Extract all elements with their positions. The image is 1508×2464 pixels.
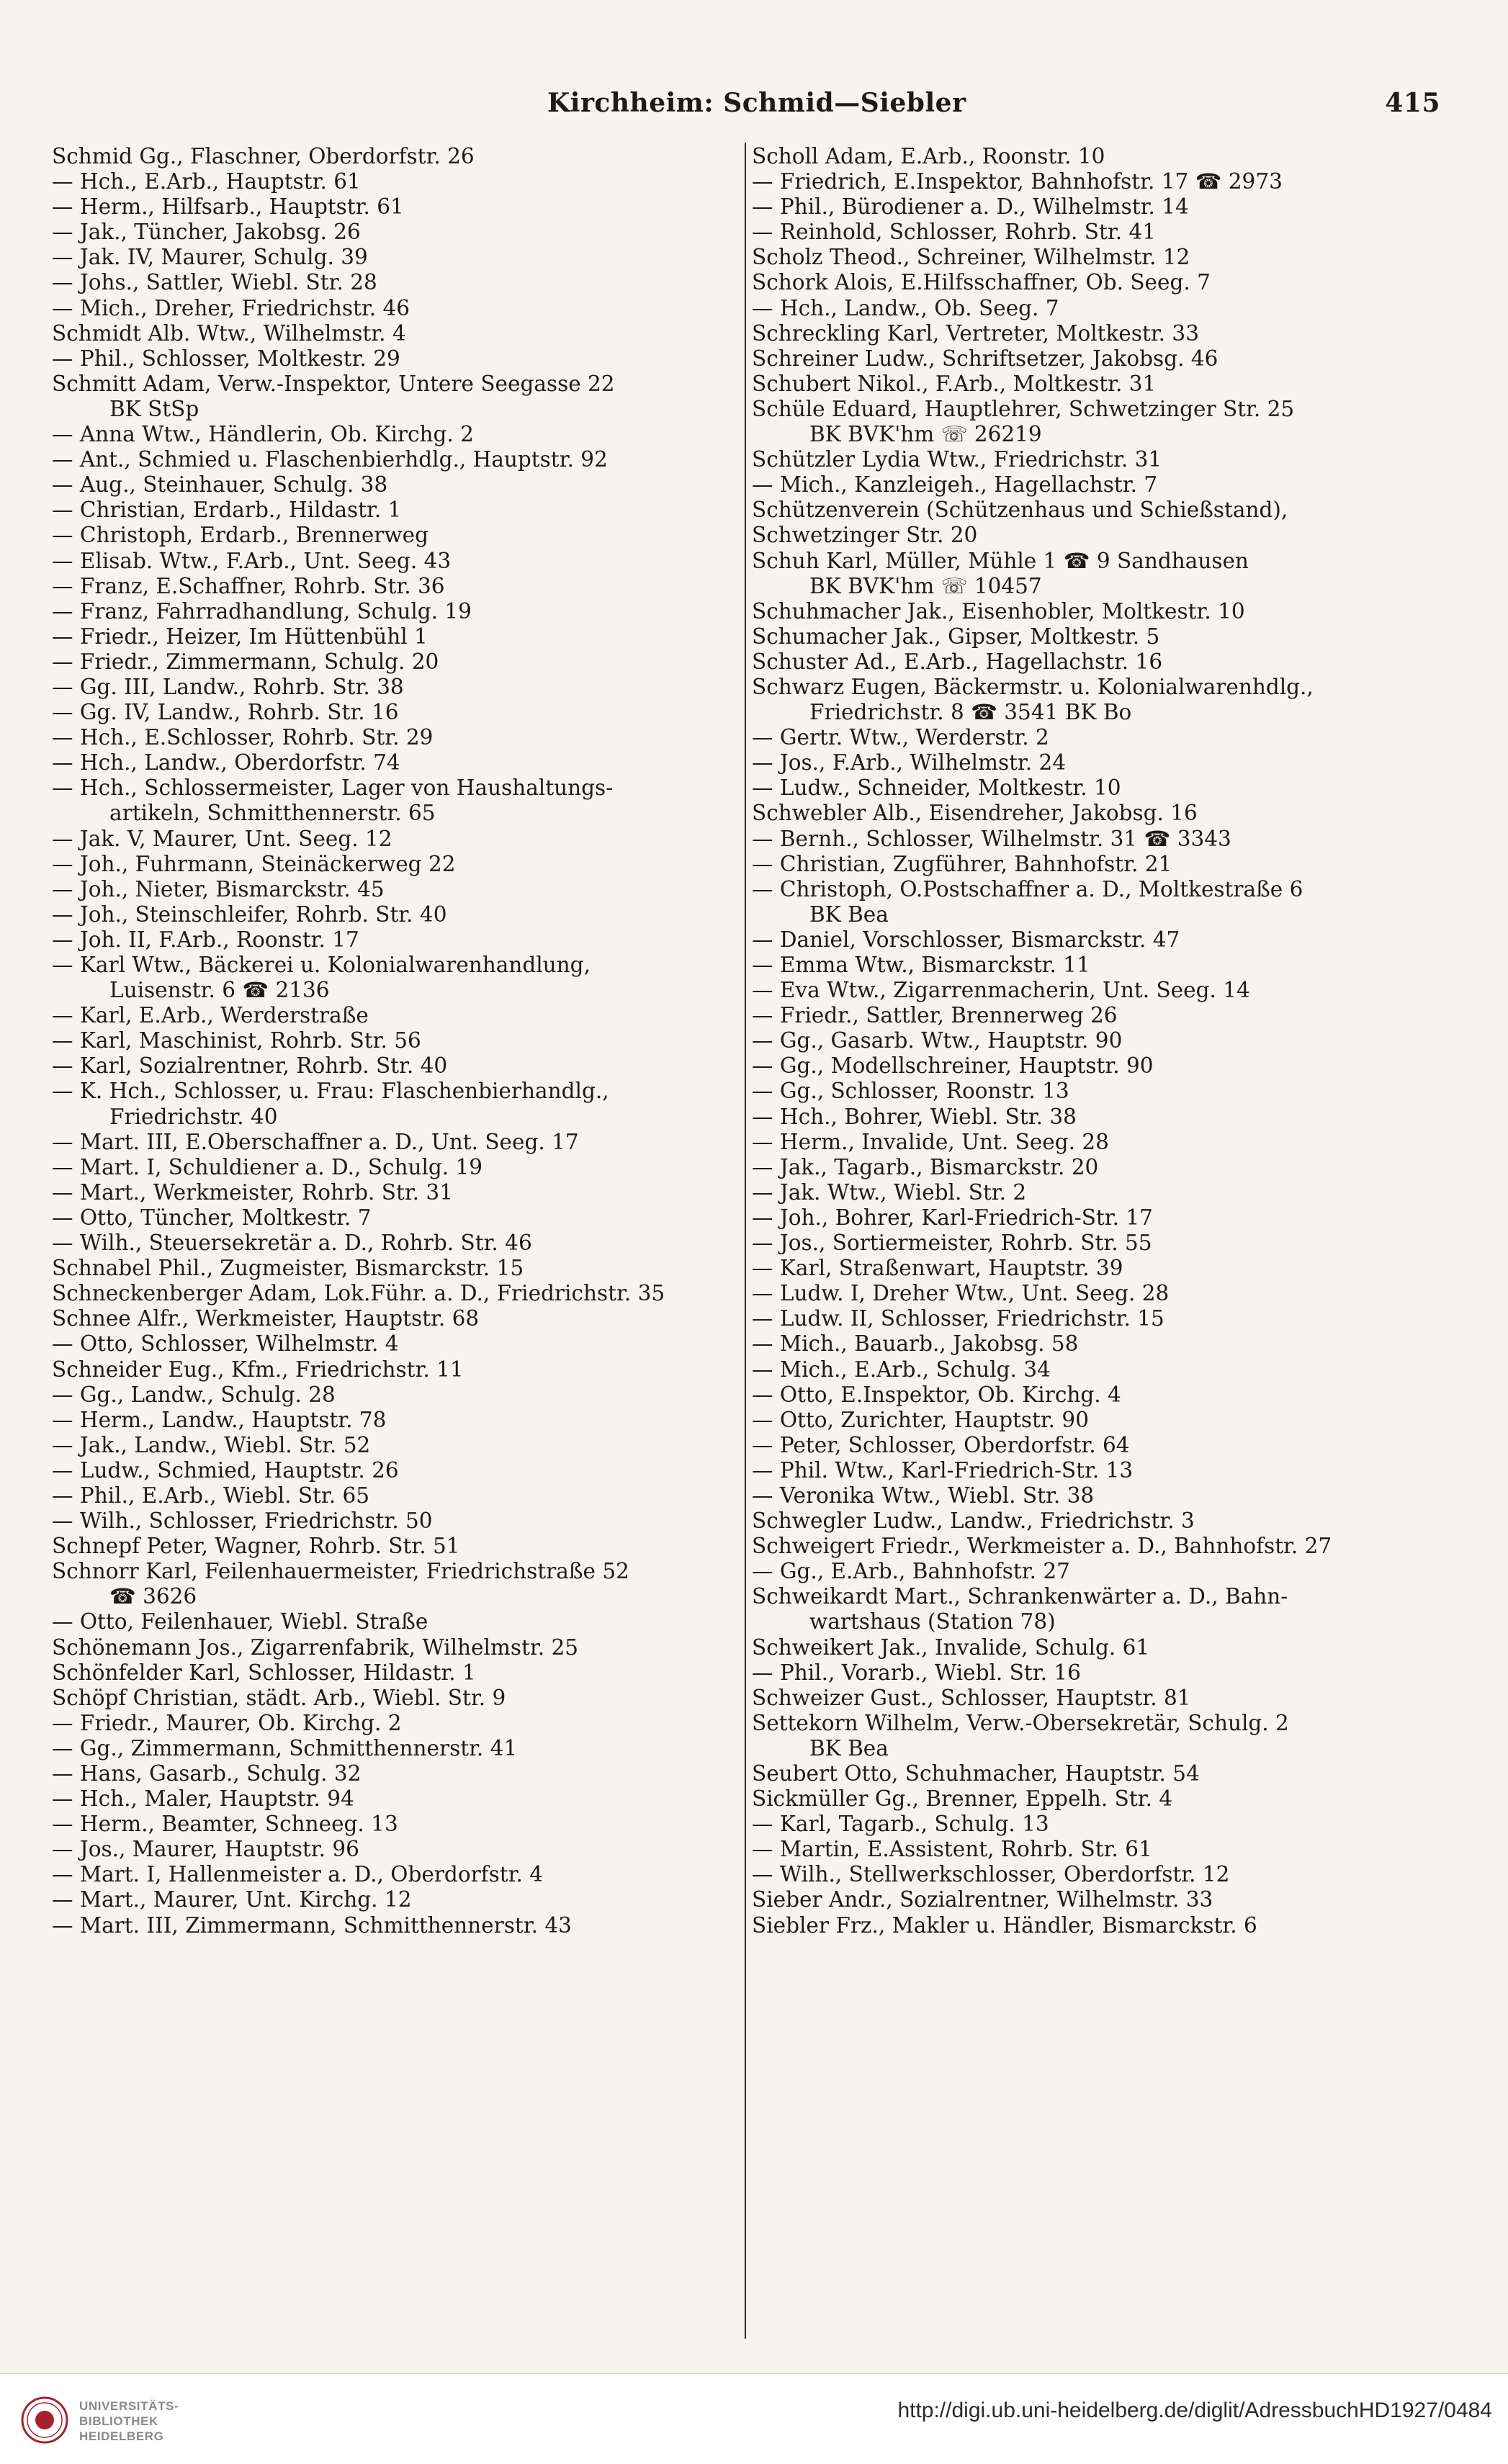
directory-entry: — Phil., Bürodiener a. D., Wilhelmstr. 14	[752, 194, 1189, 220]
directory-entry: — Phil., E.Arb., Wiebl. Str. 65	[52, 1483, 370, 1508]
directory-entry: — Gg., Schlosser, Roonstr. 13	[752, 1079, 1069, 1104]
directory-entry: — Aug., Steinhauer, Schulg. 38	[52, 472, 388, 498]
library-logo-text: UNIVERSITÄTS- BIBLIOTHEK HEIDELBERG	[79, 2399, 179, 2443]
directory-entry: — Karl Wtw., Bäckerei u. Kolonialwarenhandlung,	[52, 953, 591, 977]
running-title: Kirchheim: Schmid—Siebler	[547, 88, 966, 118]
directory-entry: — Mart. I, Schuldiener a. D., Schulg. 19	[52, 1154, 483, 1179]
directory-entry: — Mich., Dreher, Friedrichstr. 46	[52, 295, 410, 320]
directory-entry: — Jak., Tagarb., Bismarckstr. 20	[752, 1154, 1099, 1179]
directory-entry: — Gg. III, Landw., Rohrb. Str. 38	[52, 674, 404, 699]
directory-entry: Sieber Andr., Sozialrentner, Wilhelmstr. 33	[752, 1887, 1213, 1912]
directory-entry: Schmidt Alb. Wtw., Wilhelmstr. 4	[52, 320, 406, 346]
directory-entry: — Daniel, Vorschlosser, Bismarckstr. 47	[752, 927, 1180, 952]
directory-entry: — Ludw., Schneider, Moltkestr. 10	[752, 775, 1121, 801]
library-logo[interactable]	[20, 2388, 236, 2452]
directory-entry: — Emma Wtw., Bismarckstr. 11	[752, 953, 1090, 977]
directory-entry: Schork Alois, E.Hilfsschaffner, Ob. Seeg. 7	[752, 270, 1211, 295]
directory-entry: — Phil., Vorarb., Wiebl. Str. 16	[752, 1660, 1081, 1685]
directory-entry: — Hch., Schlossermeister, Lager von Haushaltungs-	[52, 775, 614, 801]
directory-entry: Schmitt Adam, Verw.-Inspektor, Untere Seegasse 22	[52, 371, 615, 396]
directory-entry: Schwetzinger Str. 20	[752, 523, 978, 548]
directory-entry: Schneider Eug., Kfm., Friedrichstr. 11	[52, 1357, 464, 1382]
directory-entry: Scholz Theod., Schreiner, Wilhelmstr. 12	[752, 245, 1190, 270]
directory-entry: — Johs., Sattler, Wiebl. Str. 28	[52, 270, 377, 295]
directory-entry: Schwegler Ludw., Landw., Friedrichstr. 3	[752, 1508, 1195, 1534]
directory-entry: Schweikert Jak., Invalide, Schulg. 61	[752, 1635, 1150, 1660]
directory-entry: Schöpf Christian, städt. Arb., Wiebl. Str. 9	[52, 1685, 506, 1710]
directory-entry: — Friedr., Heizer, Im Hüttenbühl 1	[52, 624, 428, 649]
directory-entry: — Jak., Tüncher, Jakobsg. 26	[52, 220, 361, 245]
directory-entry: — Hch., E.Schlosser, Rohrb. Str. 29	[52, 725, 434, 750]
directory-entry: Schnorr Karl, Feilenhauermeister, Friedrichstraße 52	[52, 1559, 629, 1584]
directory-entry: BK StSp	[109, 396, 199, 421]
directory-entry: BK BVK'hm ☏ 10457	[809, 573, 1042, 598]
directory-entry: — Gg., Landw., Schulg. 28	[52, 1382, 336, 1407]
directory-entry: Schuh Karl, Müller, Mühle 1 ☎ 9 Sandhausen	[752, 548, 1249, 573]
directory-entry: Settekorn Wilhelm, Verw.-Obersekretär, Schulg. 2	[752, 1710, 1289, 1735]
directory-entry: — Ant., Schmied u. Flaschenbierhdlg., Hauptstr. 92	[52, 447, 608, 472]
directory-entry: BK Bea	[809, 1735, 889, 1761]
directory-entry: — Phil. Wtw., Karl-Friedrich-Str. 13	[752, 1457, 1134, 1483]
directory-entry: — Friedr., Zimmermann, Schulg. 20	[52, 649, 439, 674]
directory-entry: — Jos., F.Arb., Wilhelmstr. 24	[752, 750, 1067, 775]
directory-entry: — Anna Wtw., Händlerin, Ob. Kirchg. 2	[52, 422, 474, 447]
directory-entry: — K. Hch., Schlosser, u. Frau: Flaschenbierhandlg.,	[52, 1079, 609, 1104]
directory-entry: artikeln, Schmitthennerstr. 65	[109, 801, 436, 826]
directory-entry: Schweigert Friedr., Werkmeister a. D., Bahnhofstr. 27	[752, 1534, 1332, 1559]
directory-entry: — Gg. IV, Landw., Rohrb. Str. 16	[52, 700, 399, 725]
directory-entry: Schweikardt Mart., Schrankenwärter a. D., Bahn-	[752, 1584, 1288, 1609]
directory-entry: — Mich., Kanzleigeh., Hagellachstr. 7	[752, 472, 1158, 498]
directory-entry: Sickmüller Gg., Brenner, Eppelh. Str. 4	[752, 1786, 1173, 1812]
directory-entry: Seubert Otto, Schuhmacher, Hauptstr. 54	[752, 1761, 1200, 1786]
directory-entry: — Ludw. I, Dreher Wtw., Unt. Seeg. 28	[752, 1281, 1170, 1306]
directory-entry: Schönfelder Karl, Schlosser, Hildastr. 1	[52, 1660, 476, 1685]
column-divider	[745, 143, 746, 2339]
directory-entry: — Gg., Modellschreiner, Hauptstr. 90	[752, 1053, 1154, 1079]
directory-entry: — Wilh., Schlosser, Friedrichstr. 50	[52, 1508, 433, 1534]
directory-entry: — Phil., Schlosser, Moltkestr. 29	[52, 346, 400, 371]
directory-entry: — Christian, Zugführer, Bahnhofstr. 21	[752, 851, 1172, 876]
directory-entry: Friedrichstr. 40	[109, 1104, 278, 1129]
directory-entry: Schüle Eduard, Hauptlehrer, Schwetzinger Str. 25	[752, 396, 1295, 421]
directory-entry: — Karl, E.Arb., Werderstraße	[52, 1003, 369, 1028]
directory-entry: Schnepf Peter, Wagner, Rohrb. Str. 51	[52, 1534, 460, 1559]
directory-entry: Schubert Nikol., F.Arb., Moltkestr. 31	[752, 371, 1157, 396]
directory-entry: Schützenverein (Schützenhaus und Schießstand),	[752, 498, 1288, 523]
directory-entry: Schnee Alfr., Werkmeister, Hauptstr. 68	[52, 1306, 480, 1331]
directory-entry: BK Bea	[809, 901, 889, 927]
directory-entry: — Christoph, Erdarb., Brennerweg	[52, 523, 428, 548]
directory-entry: — Ludw., Schmied, Hauptstr. 26	[52, 1457, 399, 1483]
directory-entry: ☎ 3626	[109, 1584, 197, 1609]
directory-entry: — Wilh., Stellwerkschlosser, Oberdorfstr. 12	[752, 1862, 1230, 1887]
directory-entry: — Hch., Maler, Hauptstr. 94	[52, 1786, 354, 1812]
directory-entry: Schweizer Gust., Schlosser, Hauptstr. 81	[752, 1685, 1191, 1710]
directory-entry: Siebler Frz., Makler u. Händler, Bismarckstr. 6	[752, 1912, 1257, 1938]
directory-entry: — Gg., Gasarb. Wtw., Hauptstr. 90	[752, 1028, 1123, 1053]
directory-entry: — Gg., E.Arb., Bahnhofstr. 27	[752, 1559, 1070, 1584]
directory-entry: — Herm., Invalide, Unt. Seeg. 28	[752, 1129, 1109, 1154]
page-number: 415	[1385, 88, 1440, 118]
directory-entry: — Franz, Fahrradhandlung, Schulg. 19	[52, 598, 472, 624]
directory-entry: — Jak. Wtw., Wiebl. Str. 2	[752, 1179, 1027, 1205]
directory-entry: Schönemann Jos., Zigarrenfabrik, Wilhelmstr. 25	[52, 1635, 579, 1660]
directory-entry: — Joh., Bohrer, Karl-Friedrich-Str. 17	[752, 1205, 1153, 1230]
directory-entry: Luisenstr. 6 ☎ 2136	[109, 978, 330, 1003]
directory-entry: Schneckenberger Adam, Lok.Führ. a. D., Friedrichstr. 35	[52, 1281, 665, 1306]
page-header	[547, 88, 1440, 128]
directory-entry: — Bernh., Schlosser, Wilhelmstr. 31 ☎ 3343	[752, 826, 1231, 851]
directory-entry: — Otto, E.Inspektor, Ob. Kirchg. 4	[752, 1382, 1121, 1407]
directory-entry: — Mich., Bauarb., Jakobsg. 58	[752, 1331, 1079, 1357]
directory-entry: — Joh. II, F.Arb., Roonstr. 17	[52, 927, 359, 952]
directory-entry: — Veronika Wtw., Wiebl. Str. 38	[752, 1483, 1095, 1508]
directory-entry: — Otto, Feilenhauer, Wiebl. Straße	[52, 1609, 428, 1635]
directory-entry: — Herm., Beamter, Schneeg. 13	[52, 1812, 398, 1837]
library-seal-icon	[20, 2396, 69, 2445]
directory-entry: — Gg., Zimmermann, Schmitthennerstr. 41	[52, 1735, 518, 1761]
directory-entry: — Herm., Hilfsarb., Hauptstr. 61	[52, 194, 404, 220]
directory-entry: — Joh., Fuhrmann, Steinäckerweg 22	[52, 851, 456, 876]
directory-entry: Scholl Adam, E.Arb., Roonstr. 10	[752, 144, 1105, 168]
directory-entry: — Otto, Tüncher, Moltkestr. 7	[52, 1205, 372, 1230]
directory-entry: — Mich., E.Arb., Schulg. 34	[752, 1357, 1051, 1382]
directory-entry: — Herm., Landw., Hauptstr. 78	[52, 1407, 387, 1432]
directory-entry: — Hch., Bohrer, Wiebl. Str. 38	[752, 1104, 1077, 1129]
directory-entry: Schreckling Karl, Vertreter, Moltkestr. 33	[752, 320, 1199, 346]
directory-entry: Schmid Gg., Flaschner, Oberdorfstr. 26	[52, 144, 475, 168]
directory-entry: — Christian, Erdarb., Hildastr. 1	[52, 498, 402, 523]
directory-entry: — Otto, Schlosser, Wilhelmstr. 4	[52, 1331, 399, 1357]
directory-entry: — Martin, E.Assistent, Rohrb. Str. 61	[752, 1837, 1152, 1862]
directory-entry: — Jak. V, Maurer, Unt. Seeg. 12	[52, 826, 392, 851]
directory-entry: Schützler Lydia Wtw., Friedrichstr. 31	[752, 447, 1162, 472]
directory-entry: — Karl, Straßenwart, Hauptstr. 39	[752, 1256, 1123, 1281]
directory-entry: — Friedr., Maurer, Ob. Kirchg. 2	[52, 1710, 402, 1735]
directory-entry: Schwarz Eugen, Bäckermstr. u. Kolonialwarenhdlg.,	[752, 674, 1314, 699]
directory-entry: — Hch., Landw., Oberdorfstr. 74	[52, 750, 400, 775]
directory-entry: — Eva Wtw., Zigarrenmacherin, Unt. Seeg. 14	[752, 978, 1250, 1003]
directory-entry: — Mart., Werkmeister, Rohrb. Str. 31	[52, 1179, 453, 1205]
directory-entry: Schuhmacher Jak., Eisenhobler, Moltkestr. 10	[752, 598, 1245, 624]
directory-entry: — Jak. IV, Maurer, Schulg. 39	[52, 245, 368, 270]
directory-entry: — Reinhold, Schlosser, Rohrb. Str. 41	[752, 220, 1157, 245]
directory-entry: — Friedrich, E.Inspektor, Bahnhofstr. 17 ☎ 2973	[752, 169, 1283, 194]
source-url-link[interactable]: http://digi.ub.uni-heidelberg.de/diglit/AdressbuchHD1927/0484	[897, 2398, 1492, 2422]
directory-entry: — Hch., Landw., Ob. Seeg. 7	[752, 295, 1059, 320]
directory-entry: — Joh., Nieter, Bismarckstr. 45	[52, 876, 385, 901]
directory-entry: — Christoph, O.Postschaffner a. D., Moltkestraße 6	[752, 876, 1303, 901]
directory-entry: — Jak., Landw., Wiebl. Str. 52	[52, 1432, 371, 1457]
directory-entry: BK BVK'hm ☏ 26219	[809, 422, 1042, 447]
directory-entry: Friedrichstr. 8 ☎ 3541 BK Bo	[809, 700, 1132, 725]
directory-entry: — Gertr. Wtw., Werderstr. 2	[752, 725, 1049, 750]
directory-entry: wartshaus (Station 78)	[809, 1609, 1056, 1635]
directory-entry: — Jos., Maurer, Hauptstr. 96	[52, 1837, 359, 1862]
directory-entry: — Franz, E.Schaffner, Rohrb. Str. 36	[52, 573, 445, 598]
directory-entry: — Jos., Sortiermeister, Rohrb. Str. 55	[752, 1231, 1152, 1256]
directory-entry: — Mart. III, Zimmermann, Schmitthennerstr. 43	[52, 1912, 572, 1938]
viewer-footer	[0, 2373, 1508, 2464]
directory-entry: Schwebler Alb., Eisendreher, Jakobsg. 16	[752, 801, 1198, 826]
directory-entry: — Mart. III, E.Oberschaffner a. D., Unt. Seeg. 17	[52, 1129, 579, 1154]
directory-entry: — Karl, Tagarb., Schulg. 13	[752, 1812, 1049, 1837]
directory-entry: Schnabel Phil., Zugmeister, Bismarckstr. 15	[52, 1256, 524, 1281]
directory-entry: — Karl, Maschinist, Rohrb. Str. 56	[52, 1028, 421, 1053]
directory-entry: — Hch., E.Arb., Hauptstr. 61	[52, 169, 361, 194]
directory-entry: Schumacher Jak., Gipser, Moltkestr. 5	[752, 624, 1160, 649]
directory-entry: — Mart., Maurer, Unt. Kirchg. 12	[52, 1887, 412, 1912]
directory-entry: — Karl, Sozialrentner, Rohrb. Str. 40	[52, 1053, 448, 1079]
directory-entry: — Mart. I, Hallenmeister a. D., Oberdorfstr. 4	[52, 1862, 543, 1887]
directory-entry: — Ludw. II, Schlosser, Friedrichstr. 15	[752, 1306, 1164, 1331]
left-column	[52, 144, 740, 2355]
directory-entry: — Friedr., Sattler, Brennerweg 26	[752, 1003, 1118, 1028]
directory-entry: — Peter, Schlosser, Oberdorfstr. 64	[752, 1432, 1130, 1457]
directory-entry: — Hans, Gasarb., Schulg. 32	[52, 1761, 362, 1786]
directory-entry: Schuster Ad., E.Arb., Hagellachstr. 16	[752, 649, 1163, 674]
directory-entry: — Joh., Steinschleifer, Rohrb. Str. 40	[52, 901, 447, 927]
directory-entry: Schreiner Ludw., Schriftsetzer, Jakobsg. 46	[752, 346, 1218, 371]
directory-entry: — Wilh., Steuersekretär a. D., Rohrb. Str. 46	[52, 1231, 532, 1256]
directory-entry: — Elisab. Wtw., F.Arb., Unt. Seeg. 43	[52, 548, 452, 573]
directory-entry: — Otto, Zurichter, Hauptstr. 90	[752, 1407, 1089, 1432]
right-column	[752, 144, 1443, 2355]
